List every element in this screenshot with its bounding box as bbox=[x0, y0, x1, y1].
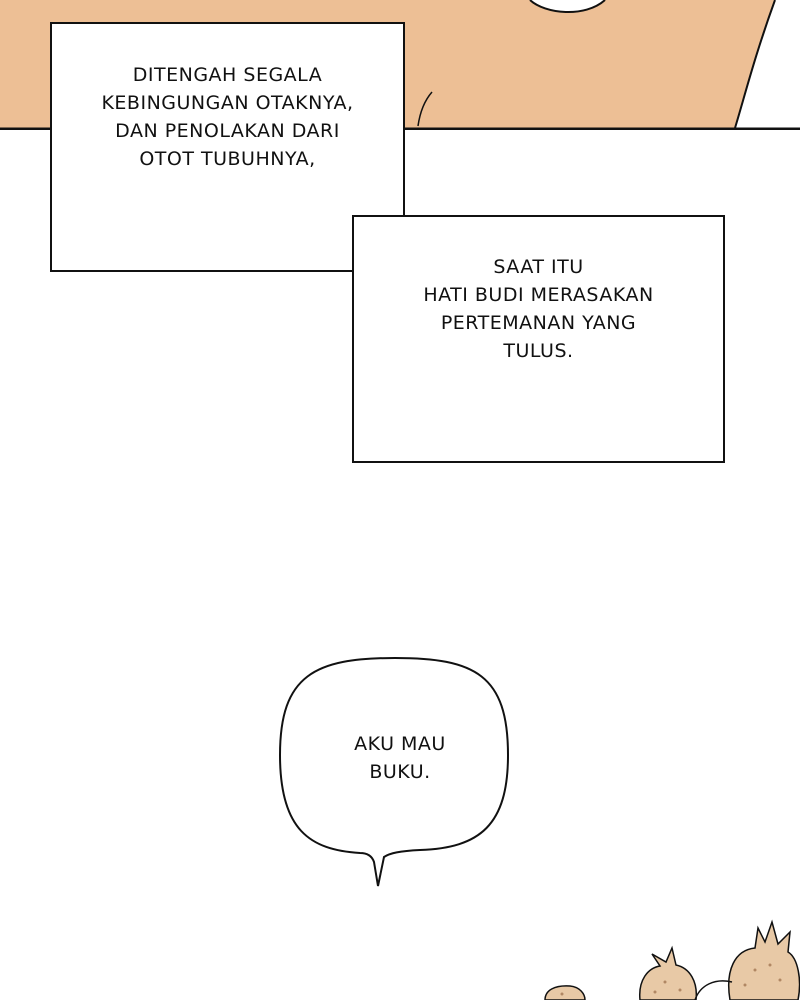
caption-text-1: DITENGAH SEGALA KEBINGUNGAN OTAKNYA, DAN PENOLAKAN DARI OTOT TUBUHNYA, bbox=[101, 64, 354, 170]
speech-bubble-text: AKU MAU BUKU. bbox=[354, 733, 446, 783]
caption-box-2 bbox=[352, 215, 725, 463]
caption-text-2: SAAT ITU HATI BUDI MERASAKAN PERTEMANAN YANG TULUS. bbox=[423, 256, 654, 362]
fruit-illustration bbox=[540, 910, 800, 1000]
